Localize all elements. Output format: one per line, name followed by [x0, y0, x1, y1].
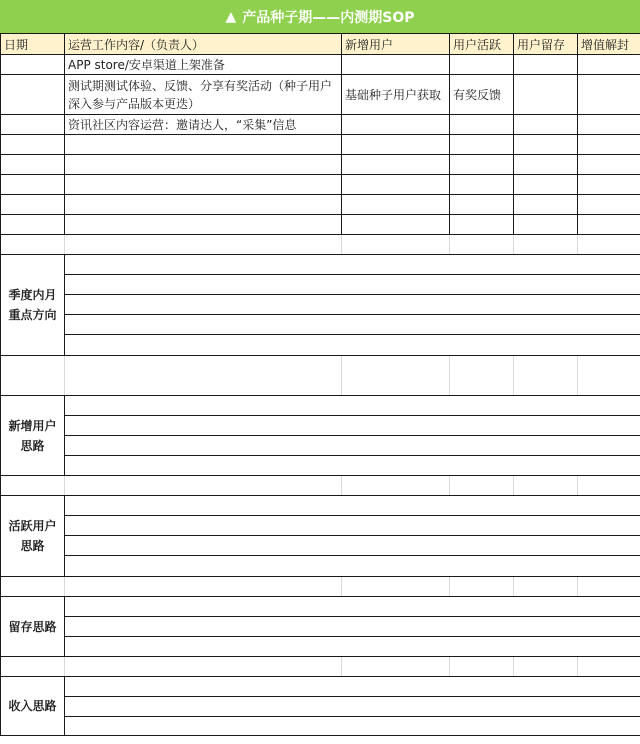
cell[interactable]: [578, 215, 640, 235]
cell[interactable]: [514, 115, 578, 135]
spacer-row: [1, 235, 640, 255]
sheet-title: 产品种子期——内测期SOP: [242, 9, 415, 26]
cell[interactable]: [578, 55, 640, 75]
cell[interactable]: [65, 637, 640, 657]
cell[interactable]: [514, 155, 578, 175]
cell[interactable]: [450, 195, 514, 215]
cell[interactable]: [65, 617, 640, 637]
cell[interactable]: [450, 155, 514, 175]
cell[interactable]: [65, 677, 640, 697]
cell[interactable]: [578, 115, 640, 135]
cell[interactable]: [578, 155, 640, 175]
cell[interactable]: [65, 295, 640, 315]
cell[interactable]: [65, 335, 640, 356]
cell-content[interactable]: APP store/安卓渠道上架准备: [65, 55, 342, 75]
cell[interactable]: [578, 175, 640, 195]
cell[interactable]: [342, 115, 450, 135]
table-row: [1, 115, 640, 135]
cell[interactable]: [65, 697, 640, 717]
cell-active-users[interactable]: 有奖反馈: [450, 75, 514, 115]
header-monetization[interactable]: 增值解封: [578, 34, 640, 55]
cell[interactable]: [1, 215, 65, 235]
header-content[interactable]: 运营工作内容/（负责人）: [65, 34, 342, 55]
cell[interactable]: [1, 115, 65, 135]
cell-content[interactable]: 测试期测试体验、反馈、分享有奖活动（种子用户深入参与产品版本更迭）: [65, 75, 342, 115]
table-row: [1, 175, 640, 195]
cell[interactable]: [450, 115, 514, 135]
section-label-quarter: 季度内月重点方向: [1, 255, 65, 356]
cell[interactable]: [65, 135, 342, 155]
header-retention[interactable]: 用户留存: [514, 34, 578, 55]
section-label-revenue: 收入思路: [1, 677, 65, 736]
header-active-users[interactable]: 用户活跃: [450, 34, 514, 55]
table-row: [1, 396, 640, 416]
cell[interactable]: [1, 175, 65, 195]
table-row: [1, 55, 640, 75]
spacer-row: [1, 476, 640, 496]
cell[interactable]: [450, 55, 514, 75]
cell[interactable]: [450, 215, 514, 235]
cell[interactable]: [65, 175, 342, 195]
sheet-title-bar: [0, 0, 640, 33]
cell[interactable]: [578, 75, 640, 115]
cell[interactable]: [65, 717, 640, 736]
cell[interactable]: [65, 396, 640, 416]
cell[interactable]: [342, 135, 450, 155]
cell[interactable]: [65, 556, 640, 577]
cell[interactable]: [65, 255, 640, 275]
cell[interactable]: [342, 55, 450, 75]
cell-new-users[interactable]: 基础种子用户获取: [342, 75, 450, 115]
table-row: [1, 75, 640, 115]
cell[interactable]: [342, 195, 450, 215]
table-row: [1, 496, 640, 516]
triangle-up-icon: ▲: [225, 8, 237, 25]
cell[interactable]: [65, 215, 342, 235]
cell[interactable]: [578, 135, 640, 155]
table-row: [1, 135, 640, 155]
cell[interactable]: [65, 456, 640, 476]
cell[interactable]: [65, 496, 640, 516]
header-row: [1, 34, 640, 55]
table-row: [1, 677, 640, 697]
cell[interactable]: [1, 135, 65, 155]
cell[interactable]: [578, 195, 640, 215]
cell[interactable]: [450, 175, 514, 195]
spacer-row: [1, 577, 640, 597]
spacer-row: [1, 657, 640, 677]
cell[interactable]: [65, 155, 342, 175]
table-row: [1, 155, 640, 175]
header-new-users[interactable]: 新增用户: [342, 34, 450, 55]
sop-table: [0, 33, 640, 736]
table-row: [1, 597, 640, 617]
cell[interactable]: [514, 55, 578, 75]
cell[interactable]: [342, 175, 450, 195]
cell-content[interactable]: 资讯社区内容运营：邀请达人，“采集”信息: [65, 115, 342, 135]
table-row: [1, 215, 640, 235]
cell[interactable]: [1, 75, 65, 115]
cell[interactable]: [65, 536, 640, 556]
cell[interactable]: [65, 436, 640, 456]
cell[interactable]: [342, 215, 450, 235]
cell[interactable]: [1, 195, 65, 215]
spacer-row: [1, 356, 640, 396]
cell[interactable]: [65, 275, 640, 295]
cell[interactable]: [65, 195, 342, 215]
table-row: [1, 255, 640, 275]
cell[interactable]: [514, 135, 578, 155]
cell[interactable]: [450, 135, 514, 155]
cell[interactable]: [514, 75, 578, 115]
cell[interactable]: [65, 315, 640, 335]
cell[interactable]: [65, 516, 640, 536]
cell[interactable]: [342, 155, 450, 175]
cell[interactable]: [514, 175, 578, 195]
cell[interactable]: [514, 195, 578, 215]
section-label-new-users: 新增用户思路: [1, 396, 65, 476]
table-row: [1, 195, 640, 215]
cell[interactable]: [65, 416, 640, 436]
cell[interactable]: [514, 215, 578, 235]
section-label-active-users: 活跃用户思路: [1, 496, 65, 577]
cell[interactable]: [65, 597, 640, 617]
header-date[interactable]: 日期: [1, 34, 65, 55]
cell[interactable]: [1, 155, 65, 175]
cell[interactable]: [1, 55, 65, 75]
section-label-retention: 留存思路: [1, 597, 65, 657]
